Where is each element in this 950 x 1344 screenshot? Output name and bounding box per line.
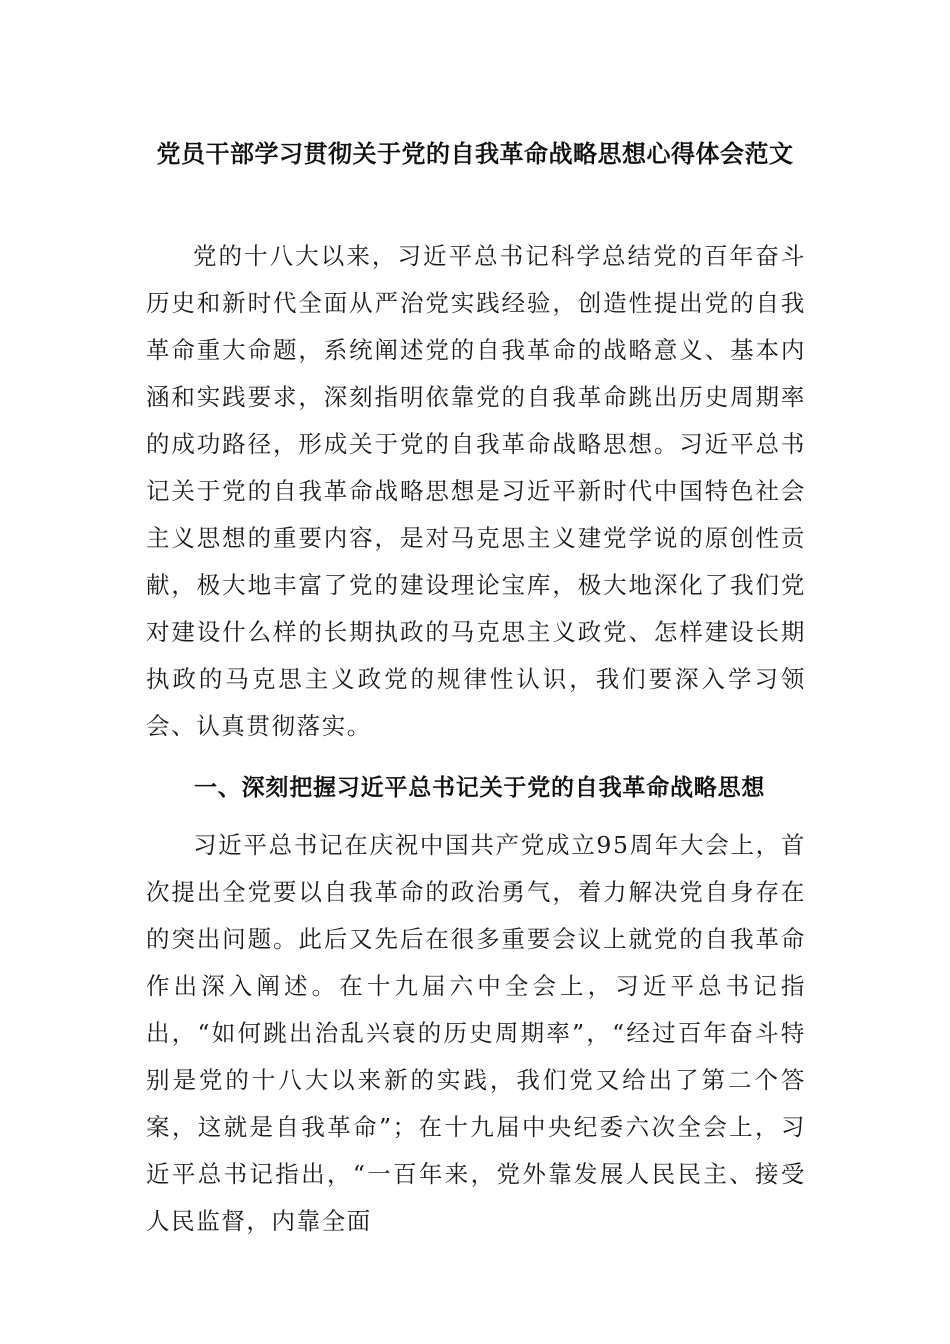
body-paragraph: 党的十八大以来，习近平总书记科学总结党的百年奋斗历史和新时代全面从严治党实践经验，创造性提出党的自我革命重大命题，系统阐述党的自我革命的战略意义、基本内涵和实践要求，深刻指明依靠党的自我革命跳出历史周期率的成功路径，形成关于党的自我革命战略思想。习近平总书记关于党的自我革命战略思想是习近平新时代中国特色社会主义思想的重要内容，是对马克思主义建党学说的原创性贡献，极大地丰富了党的建设理论宝库，极大地深化了我们党对建设什么样的长期执政的马克思主义政党、怎样建设长期执政的马克思主义政党的规律性认识，我们要深入学习领会、认真贯彻落实。 <box>146 242 806 740</box>
body-paragraph: 习近平总书记在庆祝中国共产党成立95周年大会上，首次提出全党要以自我革命的政治勇气，着力解决党自身存在的突出问题。此后又先后在很多重要会议上就党的自我革命作出深入阐述。在十九届六中全会上，习近平总书记指出，“如何跳出治乱兴衰的历史周期率”，“经过百年奋斗特别是党的十八大以来新的实践，我们党又给出了第二个答案，这就是自我革命”；在十九届中央纪委六次全会上，习近平总书记指出，“一百年来，党外靠发展人民民主、接受人民监督，内靠全面 <box>146 831 806 1235</box>
document-title: 党员干部学习贯彻关于党的自我革命战略思想心得体会范文 <box>156 140 794 168</box>
section-heading: 一、深刻把握习近平总书记关于党的自我革命战略思想 <box>194 775 766 801</box>
